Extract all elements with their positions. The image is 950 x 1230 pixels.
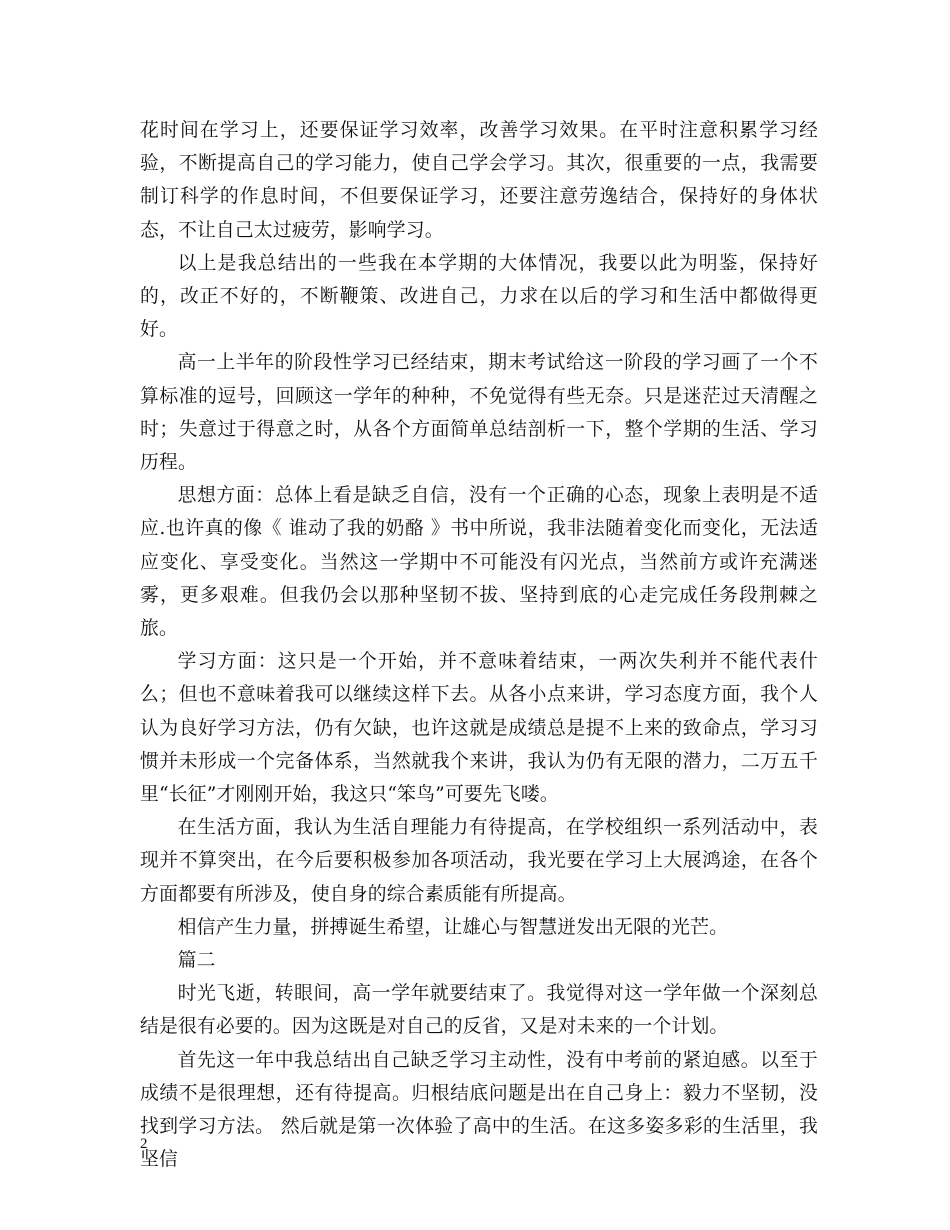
paragraph-study: 学习方面：这只是一个开始，并不意味着结束，一两次失利并不能代表什么；但也不意味着我可以继续这样下去。从各小点来讲，学习态度方面，我个人认为良好学习方法，仍有欠缺，也许这就是成绩总是提不上来的致命点，学习习惯并未形成一个完备体系，当然就我个来讲，我认为仍有无限的潜力，二万五千里“长征”才刚刚开始，我这只“笨鸟”可要先飞喽。 [140, 651, 818, 806]
section-heading: 篇二 [177, 950, 216, 972]
paragraph-thought: 思想方面：总体上看是缺乏自信，没有一个正确的心态，现象上表明是不适应.也许真的像《 谁动了我的奶酪 》书中所说，我非法随着变化而变化，无法适应变化、享受变化。当然这一学期中不可能没有闪光点，当然前方或许充满迷雾，更多艰难。但我仍会以那种坚韧不拔、坚持到底的心走完成任务段荆棘之旅。 [140, 485, 818, 640]
paragraph-continuation: 花时间在学习上，还要保证学习效率，改善学习效果。在平时注意积累学习经验，不断提高自己的学习能力，使自己学会学习。其次，很重要的一点，我需要制订科学的作息时间，不但要保证学习，还要注意劳逸结合，保持好的身体状态，不让自己太过疲劳，影响学习。 [140, 120, 818, 241]
paragraph-life: 在生活方面，我认为生活自理能力有待提高，在学校组织一系列活动中，表现并不算突出，在今后要积极参加各项活动，我光要在学习上大展鸿途，在各个方面都要有所涉及，使自身的综合素质能有所提高。 [140, 817, 818, 905]
paragraph-section2-intro: 时光飞逝，转眼间，高一学年就要结束了。我觉得对这一学年做一个深刻总结是很有必要的。因为这既是对自己的反省，又是对未来的一个计划。 [140, 983, 818, 1038]
paragraph-section2-first: 首先这一年中我总结出自己缺乏学习主动性，没有中考前的紧迫感。以至于成绩不是很理想，还有待提高。归根结底问题是出在自己身上：毅力不坚韧，没找到学习方法。 然后就是第一次体验了高中的生活。在这多姿多彩的生活里，我坚信 [140, 1049, 818, 1171]
page-number: 2 [140, 1136, 148, 1152]
paragraph-summary: 以上是我总结出的一些我在本学期的大体情况，我要以此为明鉴，保持好的，改正不好的，不断鞭策、改进自己，力求在以后的学习和生活中都做得更好。 [140, 252, 818, 341]
paragraph-motto: 相信产生力量，拼搏诞生希望，让雄心与智慧迸发出无限的光芒。 [177, 916, 729, 938]
document-body [140, 114, 818, 1177]
paragraph-intro: 高一上半年的阶段性学习已经结束，期末考试给这一阶段的学习画了一个不算标准的逗号，回顾这一学年的种种，不免觉得有些无奈。只是迷茫过天清醒之时；失意过于得意之时，从各个方面简单总结剖析一下，整个学期的生活、学习历程。 [140, 352, 818, 474]
